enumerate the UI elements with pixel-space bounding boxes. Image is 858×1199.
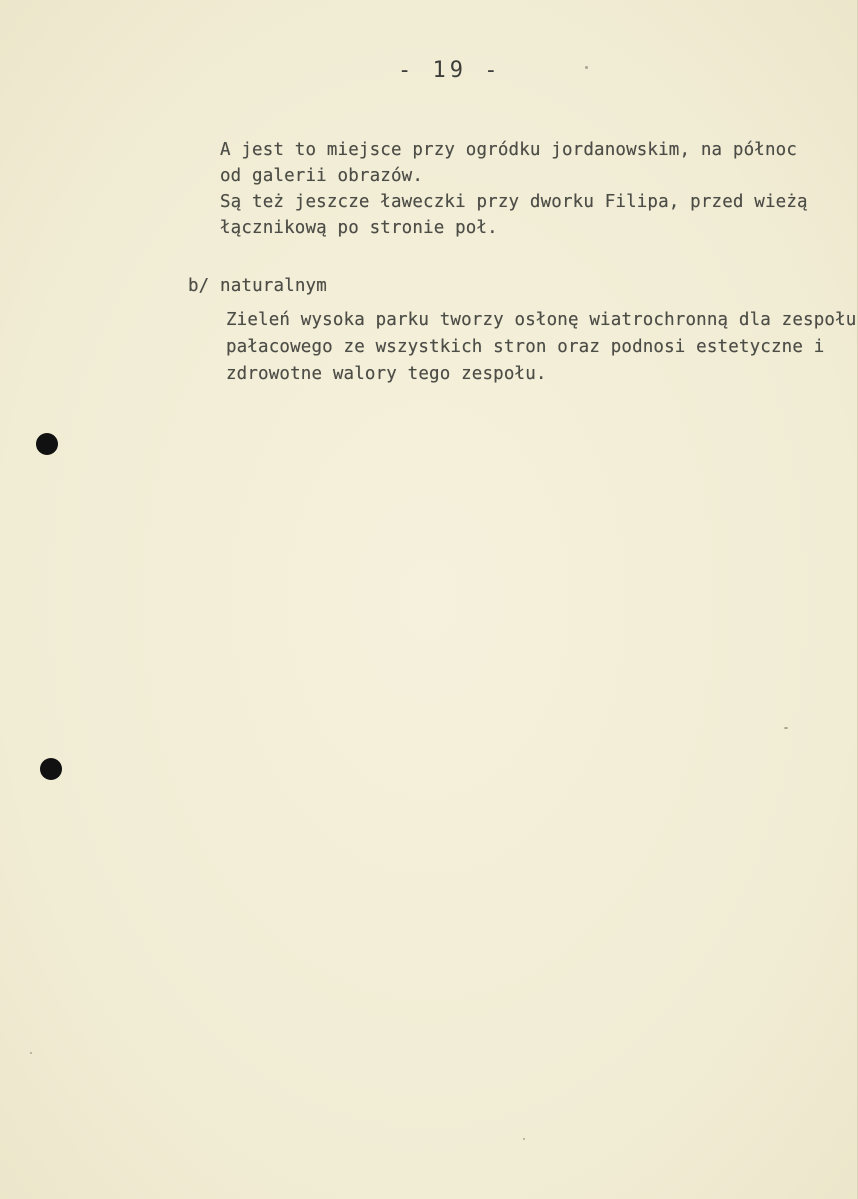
page-number: - 19 - bbox=[398, 58, 502, 83]
paragraph-a-line-2: od galerii obrazów. bbox=[220, 166, 424, 186]
paragraph-a-line-1: A jest to miejsce przy ogródku jordanowskim, na północ bbox=[220, 140, 798, 160]
paper-speck bbox=[523, 1138, 525, 1140]
section-b-heading: b/ naturalnym bbox=[188, 276, 327, 296]
section-b-line-3: zdrowotne walory tego zespołu. bbox=[226, 364, 547, 384]
punch-hole-bottom bbox=[40, 758, 62, 780]
punch-hole-top bbox=[36, 433, 58, 455]
paragraph-a-line-4: łącznikową po stronie poł. bbox=[220, 218, 498, 238]
section-b-line-1: Zieleń wysoka parku tworzy osłonę wiatrochronną dla zespołu bbox=[226, 310, 857, 330]
paragraph-a-line-3: Są też jeszcze ławeczki przy dworku Filipa, przed wieżą bbox=[220, 192, 808, 212]
paper-speck bbox=[585, 66, 588, 69]
section-b-line-2: pałacowego ze wszystkich stron oraz podnosi estetyczne i bbox=[226, 337, 825, 357]
paper-speck bbox=[30, 1052, 32, 1054]
paper-speck bbox=[784, 727, 788, 729]
